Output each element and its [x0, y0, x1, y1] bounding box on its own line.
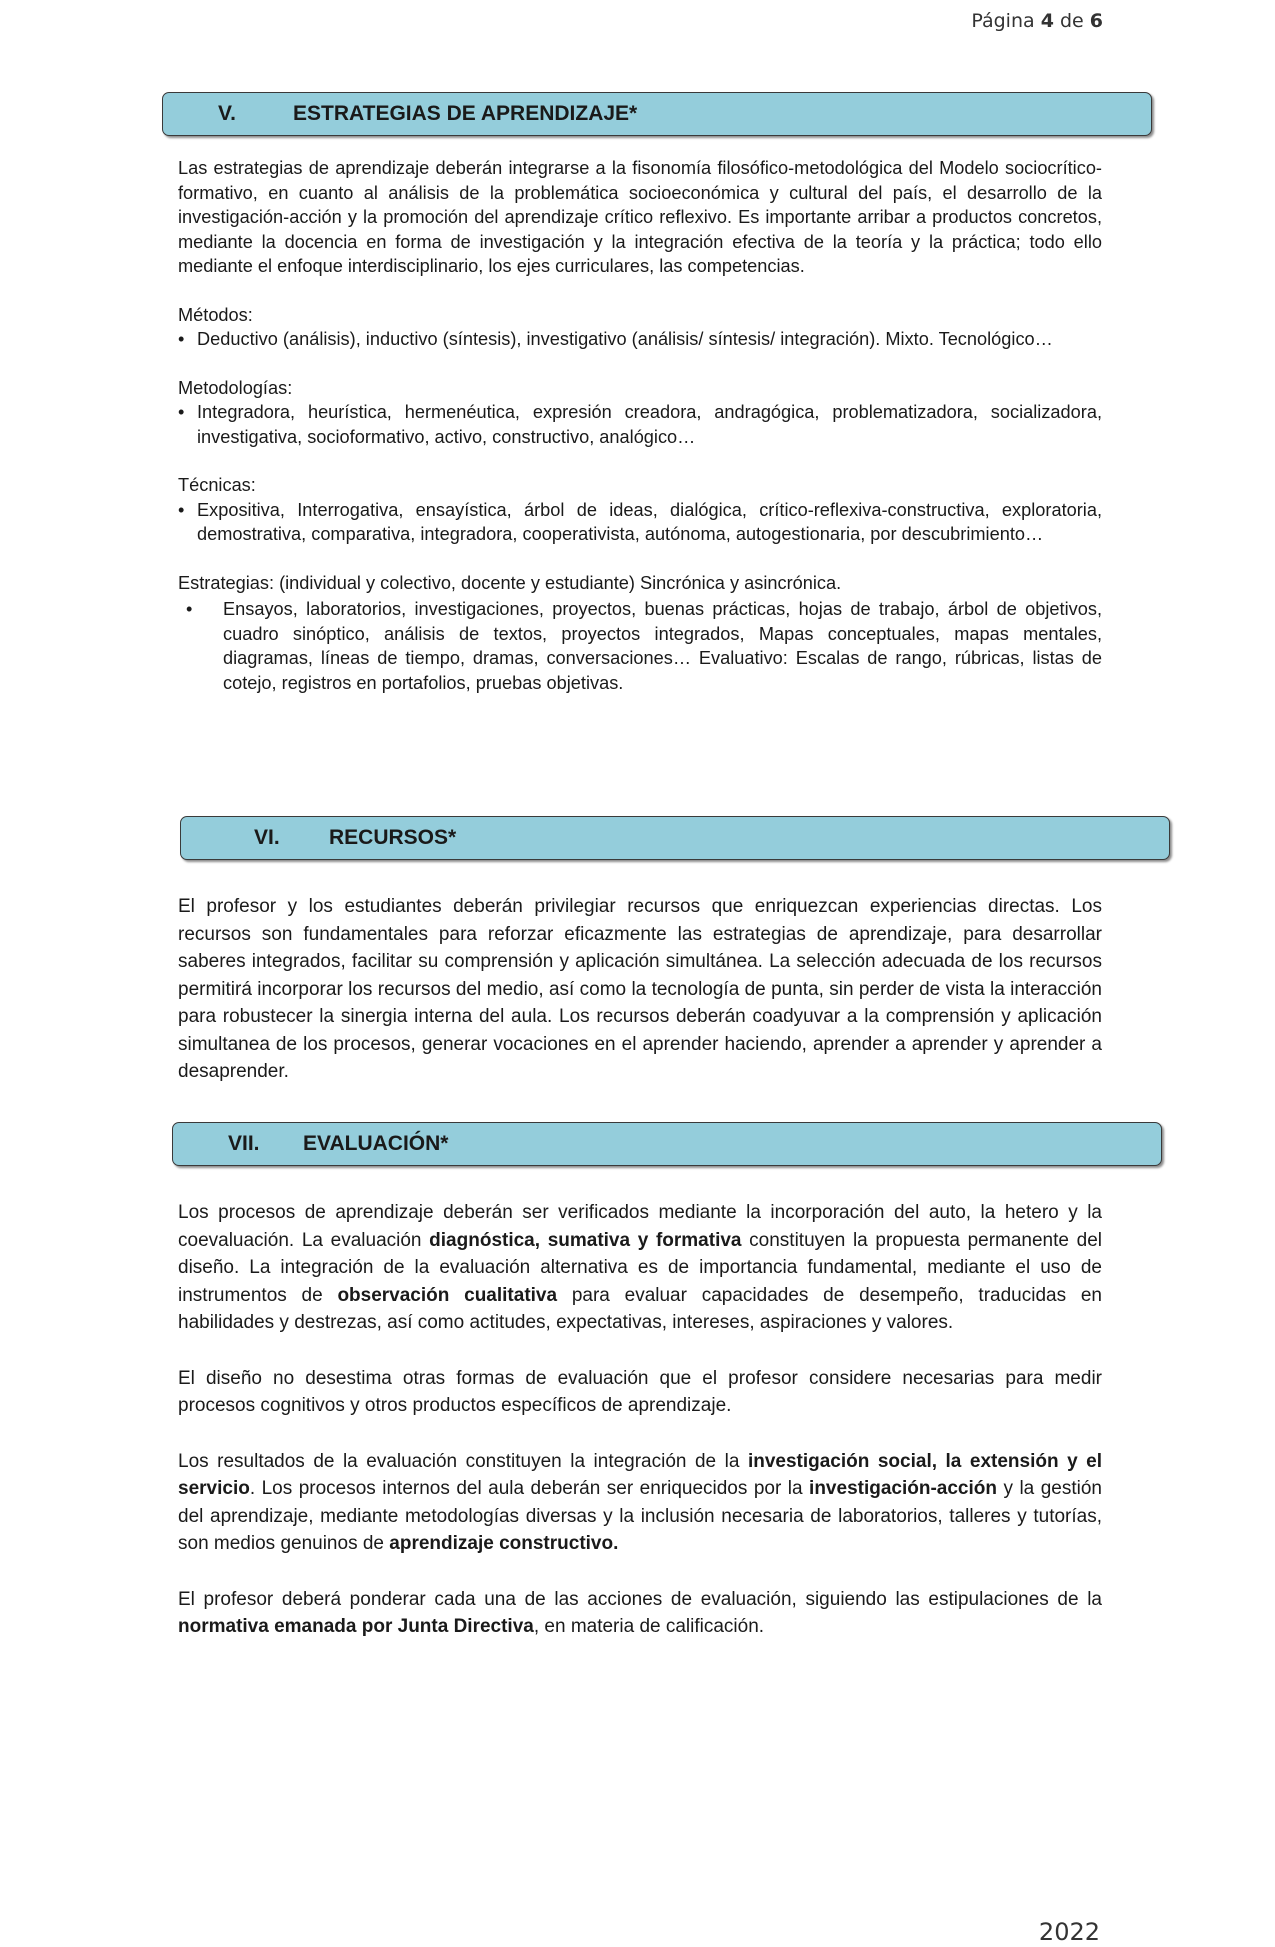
metodologias-list	[178, 400, 1102, 449]
metodos-list	[178, 327, 1102, 352]
list-item: • Expositiva, Interrogativa, ensayística, árbol de ideas, dialógica, crítico-reflexiva-constructiva, exploratoria, demostrativa, comparativa, integradora, cooperativista, autónoma, autogestionaria, por descubrimiento…	[178, 498, 1102, 547]
section-numeral: V.	[218, 102, 236, 125]
page-number-total: 6	[1089, 10, 1103, 32]
section-title: RECURSOS*	[329, 826, 457, 849]
evaluacion-paragraph-2: El diseño no desestima otras formas de evaluación que el profesor considere necesarias para medir procesos cognitivos y otros productos específicos de aprendizaje.	[178, 1367, 1102, 1416]
page-number-connector: de	[1059, 10, 1084, 32]
section-header-evaluacion	[172, 1122, 1162, 1166]
intro-paragraph: Las estrategias de aprendizaje deberán integrarse a la fisonomía filosófico-metodológica del Modelo sociocrítico-formativo, en cuanto al análisis de la problemática socioeconómica y cultural del país, el desarrollo de la investigación-acción y la promoción del aprendizaje crítico reflexivo. Es importante arribar a productos concretos, mediante la docencia en forma de investigación y la integración efectiva de la teoría y la práctica; todo ello mediante el enfoque interdisciplinario, los ejes curriculares, las competencias.	[178, 158, 1102, 276]
evaluacion-paragraph-1: Los procesos de aprendizaje deberán ser verificados mediante la incorporación del auto, la hetero y la coevaluación. La evaluación diagnóstica, sumativa y formativa constituyen la propuesta permanente del diseño. La integración de la evaluación alternativa es de importancia fundamental, mediante el uso de instrumentos de observación cualitativa para evaluar capacidades de desempeño, traducidas en habilidades y destrezas, así como actitudes, expectativas, intereses, aspiraciones y valores.	[178, 1202, 1102, 1333]
section-header-estrategias	[162, 92, 1152, 136]
metodologias-label: Metodologías:	[178, 377, 293, 398]
section-numeral: VII.	[228, 1132, 260, 1155]
section-title: ESTRATEGIAS DE APRENDIZAJE*	[293, 102, 638, 125]
list-item: • Integradora, heurística, hermenéutica, expresión creadora, andragógica, problematizadora, socializadora, investigativa, socioformativo, activo, constructivo, analógico…	[178, 400, 1102, 449]
section-header-recursos	[180, 816, 1170, 860]
section-numeral: VI.	[254, 826, 280, 849]
estrategias-list	[178, 597, 1102, 695]
section-body-estrategias	[178, 156, 1102, 695]
evaluacion-paragraph-3: Los resultados de la evaluación constituyen la integración de la investigación social, la extensión y el servicio. Los procesos internos del aula deberán ser enriquecidos por la investigación-acción y la gestión del aprendizaje, mediante metodologías diversas y la inclusión necesaria de laboratorios, talleres y tutorías, son medios genuinos de aprendizaje constructivo.	[178, 1450, 1102, 1554]
list-item: • Ensayos, laboratorios, investigaciones, proyectos, buenas prácticas, hojas de trabajo, árbol de objetivos, cuadro sinóptico, análisis de textos, proyectos integrados, Mapas conceptuales, mapas mentales, diagramas, líneas de tiempo, dramas, conversaciones… Evaluativo: Escalas de rango, rúbricas, listas de cotejo, registros en portafolios, pruebas objetivas.	[178, 597, 1102, 695]
section-title: EVALUACIÓN*	[303, 1132, 449, 1155]
section-body-evaluacion	[178, 1199, 1102, 1641]
tecnicas-label: Técnicas:	[178, 475, 256, 495]
recursos-paragraph: El profesor y los estudiantes deberán privilegiar recursos que enriquezcan experiencias directas. Los recursos son fundamentales para reforzar eficazmente las estrategias de aprendizaje, para desarrollar saberes integrados, facilitar su comprensión y aplicación simultánea. La selección adecuada de los recursos permitirá incorporar los recursos del medio, así como la tecnología de punta, sin perder de vista la interacción para robustecer la sinergia interna del aula. Los recursos deberán coadyuvar a la comprensión y aplicación simultanea de los procesos, generar vocaciones en el aprender haciendo, aprender a aprender y aprender a desaprender.	[178, 896, 1102, 1082]
page-number-prefix: Página	[971, 10, 1035, 32]
estrategias-label: Estrategias: (individual y colectivo, docente y estudiante) Sincrónica y asincrónica.	[178, 572, 842, 593]
page-number	[971, 10, 1103, 32]
tecnicas-list	[178, 498, 1102, 547]
evaluacion-paragraph-4: El profesor deberá ponderar cada una de las acciones de evaluación, siguiendo las estipulaciones de la normativa emanada por Junta Directiva, en materia de calificación.	[178, 1588, 1102, 1637]
metodos-label: Métodos:	[178, 304, 253, 325]
footer-year: 2022	[1038, 1918, 1100, 1946]
section-body-recursos	[178, 893, 1102, 1086]
page-number-current: 4	[1040, 10, 1054, 32]
list-item: • Deductivo (análisis), inductivo (síntesis), investigativo (análisis/ síntesis/ integración). Mixto. Tecnológico…	[178, 327, 1102, 352]
